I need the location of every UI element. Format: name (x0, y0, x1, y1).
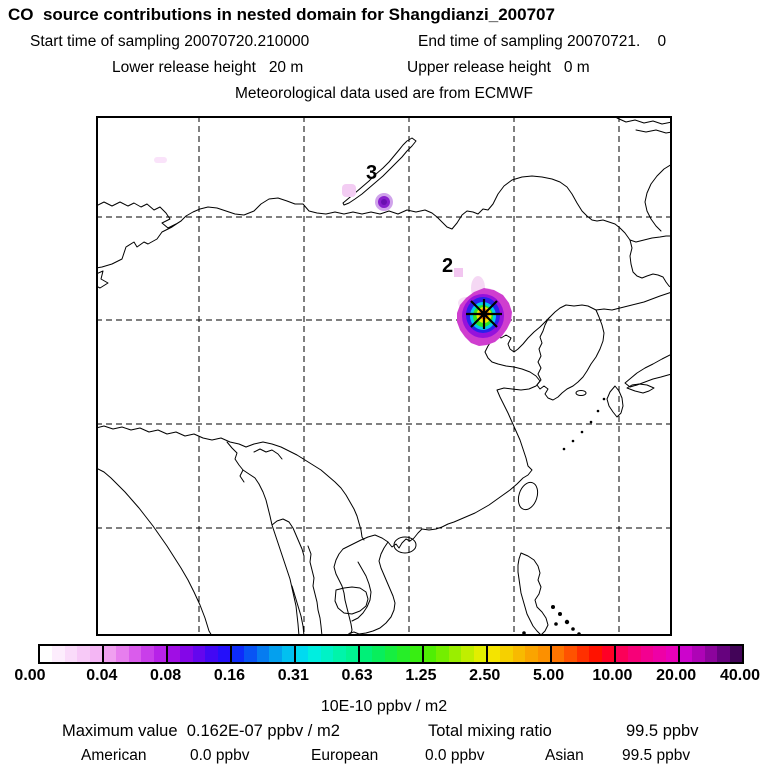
region-european-label: European (311, 747, 379, 764)
colorbar-interval-8 (552, 646, 616, 662)
total-mixing-ratio-value: 99.5 ppbv (626, 722, 699, 740)
maximum-value-text: Maximum value 0.162E-07 ppbv / m2 (62, 722, 340, 740)
colorbar-cell (269, 646, 281, 662)
colorbar-cell (308, 646, 320, 662)
colorbar-tick-label: 0.16 (213, 667, 246, 684)
map-label-3: 3 (366, 162, 378, 184)
colorbar-cell (77, 646, 89, 662)
colorbar-interval-5 (360, 646, 424, 662)
colorbar-tick-label: 0.63 (341, 667, 373, 684)
colorbar-cell (154, 646, 166, 662)
colorbar-cell (257, 646, 269, 662)
colorbar-cell (641, 646, 653, 662)
colorbar-cell (577, 646, 589, 662)
colorbar-cell (680, 646, 692, 662)
faint-source-smudge (154, 157, 167, 163)
colorbar-cell (360, 646, 372, 662)
page-title: CO source contributions in nested domain for Shangdianzi_200707 (8, 5, 555, 24)
colorbar-cell (449, 646, 461, 662)
colorbar-cell (410, 646, 422, 662)
met-data-text: Meteorological data used are from ECMWF (234, 85, 534, 102)
colorbar-cell (333, 646, 345, 662)
colorbar-cell (129, 646, 141, 662)
colorbar-cell (346, 646, 358, 662)
colorbar-cell (193, 646, 205, 662)
end-time-text: End time of sampling 20070721. 0 (418, 33, 667, 50)
total-mixing-ratio-label: Total mixing ratio (428, 722, 552, 740)
region-european-value: 0.0 ppbv (425, 747, 485, 764)
colorbar-cell (205, 646, 217, 662)
colorbar-cell (552, 646, 564, 662)
map-svg (96, 116, 672, 636)
colorbar-cell (141, 646, 153, 662)
map-panel (96, 116, 672, 636)
colorbar-cell (500, 646, 512, 662)
colorbar-cell (692, 646, 704, 662)
colorbar-cell (513, 646, 525, 662)
colorbar-cell (40, 646, 52, 662)
colorbar-interval-4 (296, 646, 360, 662)
colorbar-cell (90, 646, 102, 662)
colorbar-cell (385, 646, 397, 662)
colorbar-cell (397, 646, 409, 662)
colorbar-unit-label: 10E-10 ppbv / m2 (320, 698, 448, 715)
colorbar-tick-label: 5.00 (532, 667, 565, 684)
colorbar-ticks (0, 667, 768, 687)
colorbar-cell (589, 646, 601, 662)
colorbar-interval-10 (680, 646, 742, 662)
start-time-text: Start time of sampling 20070720.210000 (30, 33, 310, 50)
map-label-2: 2 (442, 255, 454, 277)
colorbar-cell (52, 646, 64, 662)
colorbar-cell (602, 646, 614, 662)
colorbar-cell (282, 646, 294, 662)
colorbar-tick-label: 2.50 (469, 667, 501, 684)
colorbar-cell (296, 646, 308, 662)
colorbar-interval-7 (488, 646, 552, 662)
colorbar-tick-label: 40.00 (719, 667, 761, 684)
colorbar-cell (244, 646, 256, 662)
source-spot-2 (454, 268, 463, 277)
colorbar (38, 644, 744, 664)
colorbar-interval-6 (424, 646, 488, 662)
colorbar-cell (218, 646, 230, 662)
colorbar-cell (705, 646, 717, 662)
colorbar-cell (474, 646, 486, 662)
colorbar-cell (628, 646, 640, 662)
colorbar-cell (321, 646, 333, 662)
colorbar-tick-label: 10.00 (592, 667, 633, 684)
colorbar-cell (116, 646, 128, 662)
colorbar-cell (717, 646, 729, 662)
colorbar-cell (436, 646, 448, 662)
colorbar-tick-label: 0.04 (86, 667, 118, 684)
colorbar-tick-label: 1.25 (405, 667, 437, 684)
region-asian-value: 99.5 ppbv (622, 747, 691, 764)
colorbar-cell (538, 646, 550, 662)
colorbar-cell (168, 646, 180, 662)
region-asian-label: Asian (545, 747, 584, 764)
region-american-value: 0.0 ppbv (190, 747, 250, 764)
colorbar-interval-3 (232, 646, 296, 662)
colorbar-cell (232, 646, 244, 662)
colorbar-cell (564, 646, 576, 662)
colorbar-tick-label: 0.31 (277, 667, 309, 684)
colorbar-interval-0 (40, 646, 104, 662)
colorbar-cell (65, 646, 77, 662)
region-american-label: American (81, 747, 147, 764)
colorbar-cell (666, 646, 678, 662)
colorbar-cell (653, 646, 665, 662)
colorbar-cell (488, 646, 500, 662)
colorbar-interval-2 (168, 646, 232, 662)
upper-release-text: Upper release height 0 m (407, 59, 590, 76)
colorbar-interval-9 (616, 646, 680, 662)
colorbar-cell (372, 646, 384, 662)
colorbar-cell (424, 646, 436, 662)
colorbar-cell (730, 646, 742, 662)
colorbar-tick-label: 0.00 (14, 667, 46, 684)
colorbar-interval-1 (104, 646, 168, 662)
colorbar-cell (616, 646, 628, 662)
colorbar-tick-label: 20.00 (656, 667, 697, 684)
colorbar-cell (461, 646, 473, 662)
lower-release-text: Lower release height 20 m (112, 59, 304, 76)
colorbar-cell (525, 646, 537, 662)
colorbar-cell (104, 646, 116, 662)
colorbar-cell (180, 646, 192, 662)
colorbar-tick-label: 0.08 (150, 667, 182, 684)
